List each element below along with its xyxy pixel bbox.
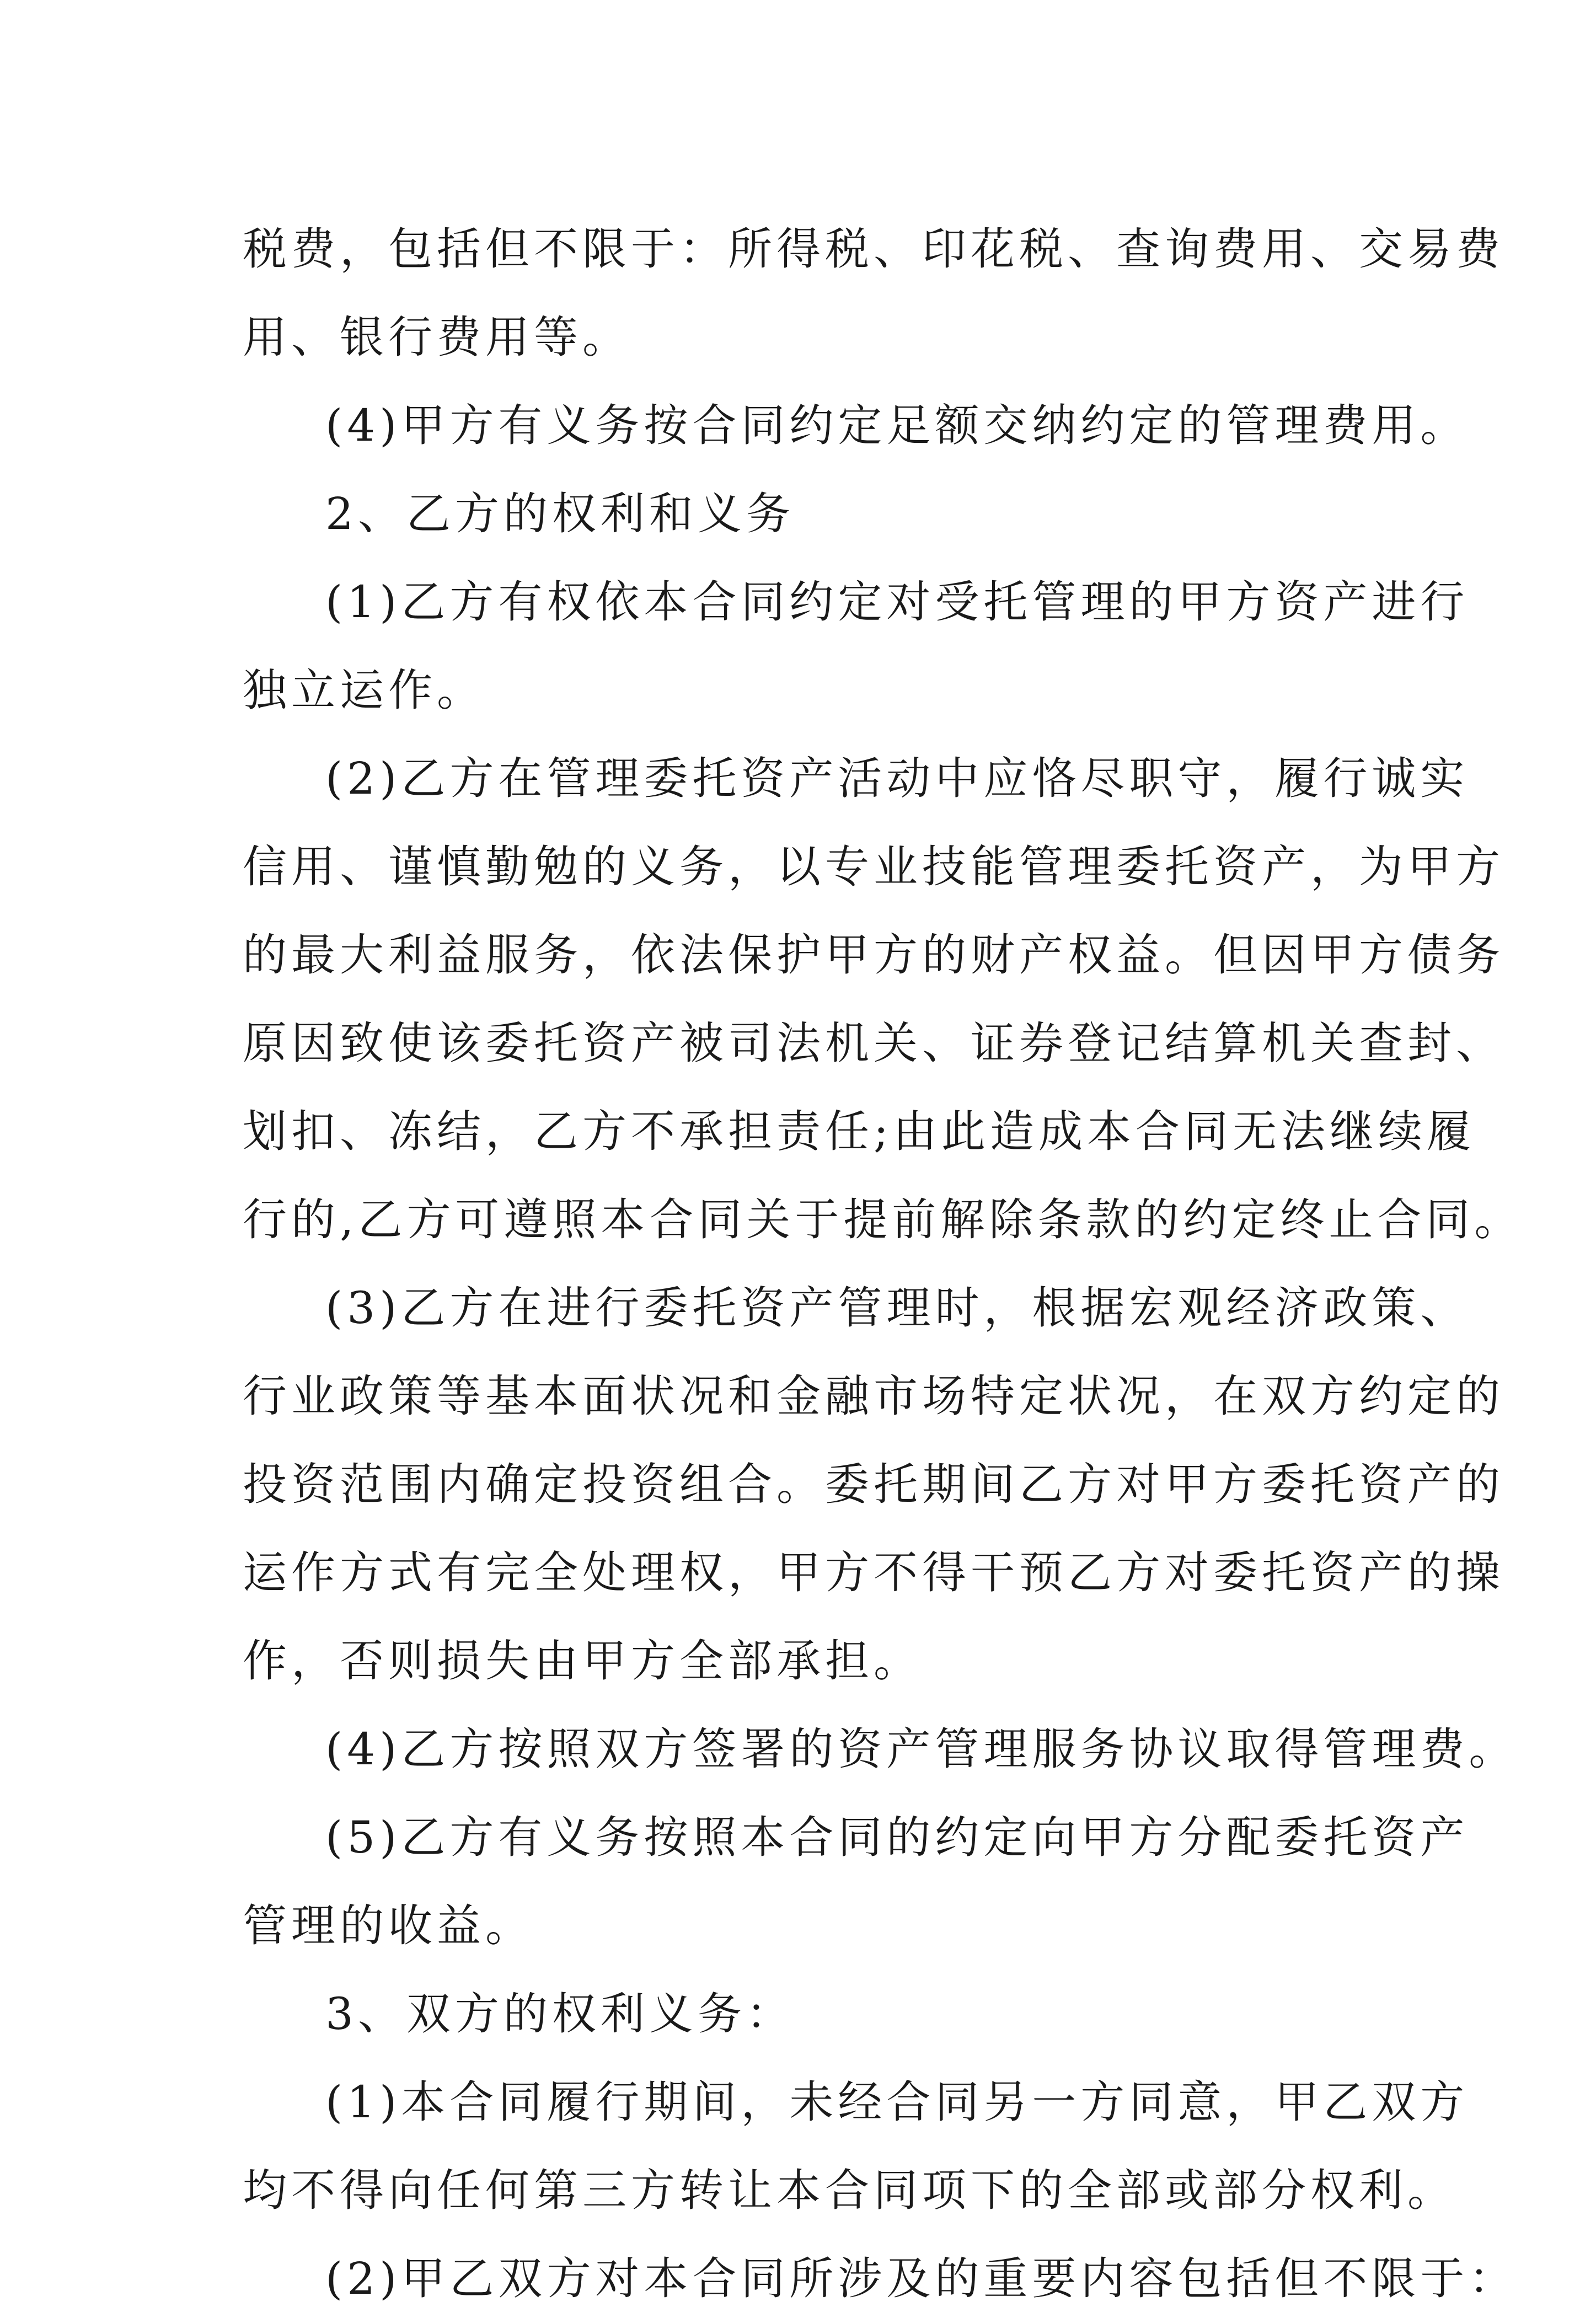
text-line: 用、银行费用等。 [243,312,631,363]
text-line: 管理的收益。 [243,1900,534,1951]
text-line: 行的,乙方可遵照本合同关于提前解除条款的约定终止合同。 [243,1194,1523,1245]
text-line: 作，否则损失由甲方全部承担。 [243,1635,922,1687]
document-body [243,205,1523,2323]
text-line: 运作方式有完全处理权，甲方不得干预乙方对委托资产的操 [243,1547,1504,1598]
text-line: 的最大利益服务，依法保护甲方的财产权益。但因甲方债务 [243,929,1504,981]
text-line: 划扣、冻结，乙方不承担责任;由此造成本合同无法继续履 [243,1106,1475,1157]
text-line: (1)乙方有权依本合同约定对受托管理的甲方资产进行 [325,576,1469,628]
section-heading: 3、双方的权利义务： [325,1988,795,2040]
text-line: 独立运作。 [243,665,485,716]
text-line: 税费，包括但不限于：所得税、印花税、查询费用、交易费 [243,223,1504,275]
text-line: (3)乙方在进行委托资产管理时，根据宏观经济政策、 [325,1282,1469,1334]
text-line: 行业政策等基本面状况和金融市场特定状况，在双方约定的 [243,1371,1504,1422]
text-line: 投资范围内确定投资组合。委托期间乙方对甲方委托资产的 [243,1459,1504,1510]
text-line: 均不得向任何第三方转让本合同项下的全部或部分权利。 [243,2165,1456,2216]
section-heading: 2、乙方的权利和义务 [325,488,795,539]
text-line: (1)本合同履行期间，未经合同另一方同意，甲乙双方 [325,2076,1469,2128]
text-line: (4)乙方按照双方签署的资产管理服务协议取得管理费。 [325,1723,1518,1775]
text-line: (4)甲方有义务按合同约定足额交纳约定的管理费用。 [325,400,1469,451]
text-line: (2)乙方在管理委托资产活动中应恪尽职守，履行诚实 [325,753,1469,804]
text-line: (2)甲乙双方对本合同所涉及的重要内容包括但不限于： [325,2253,1518,2304]
text-line: 信用、谨慎勤勉的义务，以专业技能管理委托资产，为甲方 [243,841,1504,892]
text-line: (5)乙方有义务按照本合同的约定向甲方分配委托资产 [325,1812,1469,1863]
text-line: 原因致使该委托资产被司法机关、证券登记结算机关查封、 [243,1018,1504,1069]
